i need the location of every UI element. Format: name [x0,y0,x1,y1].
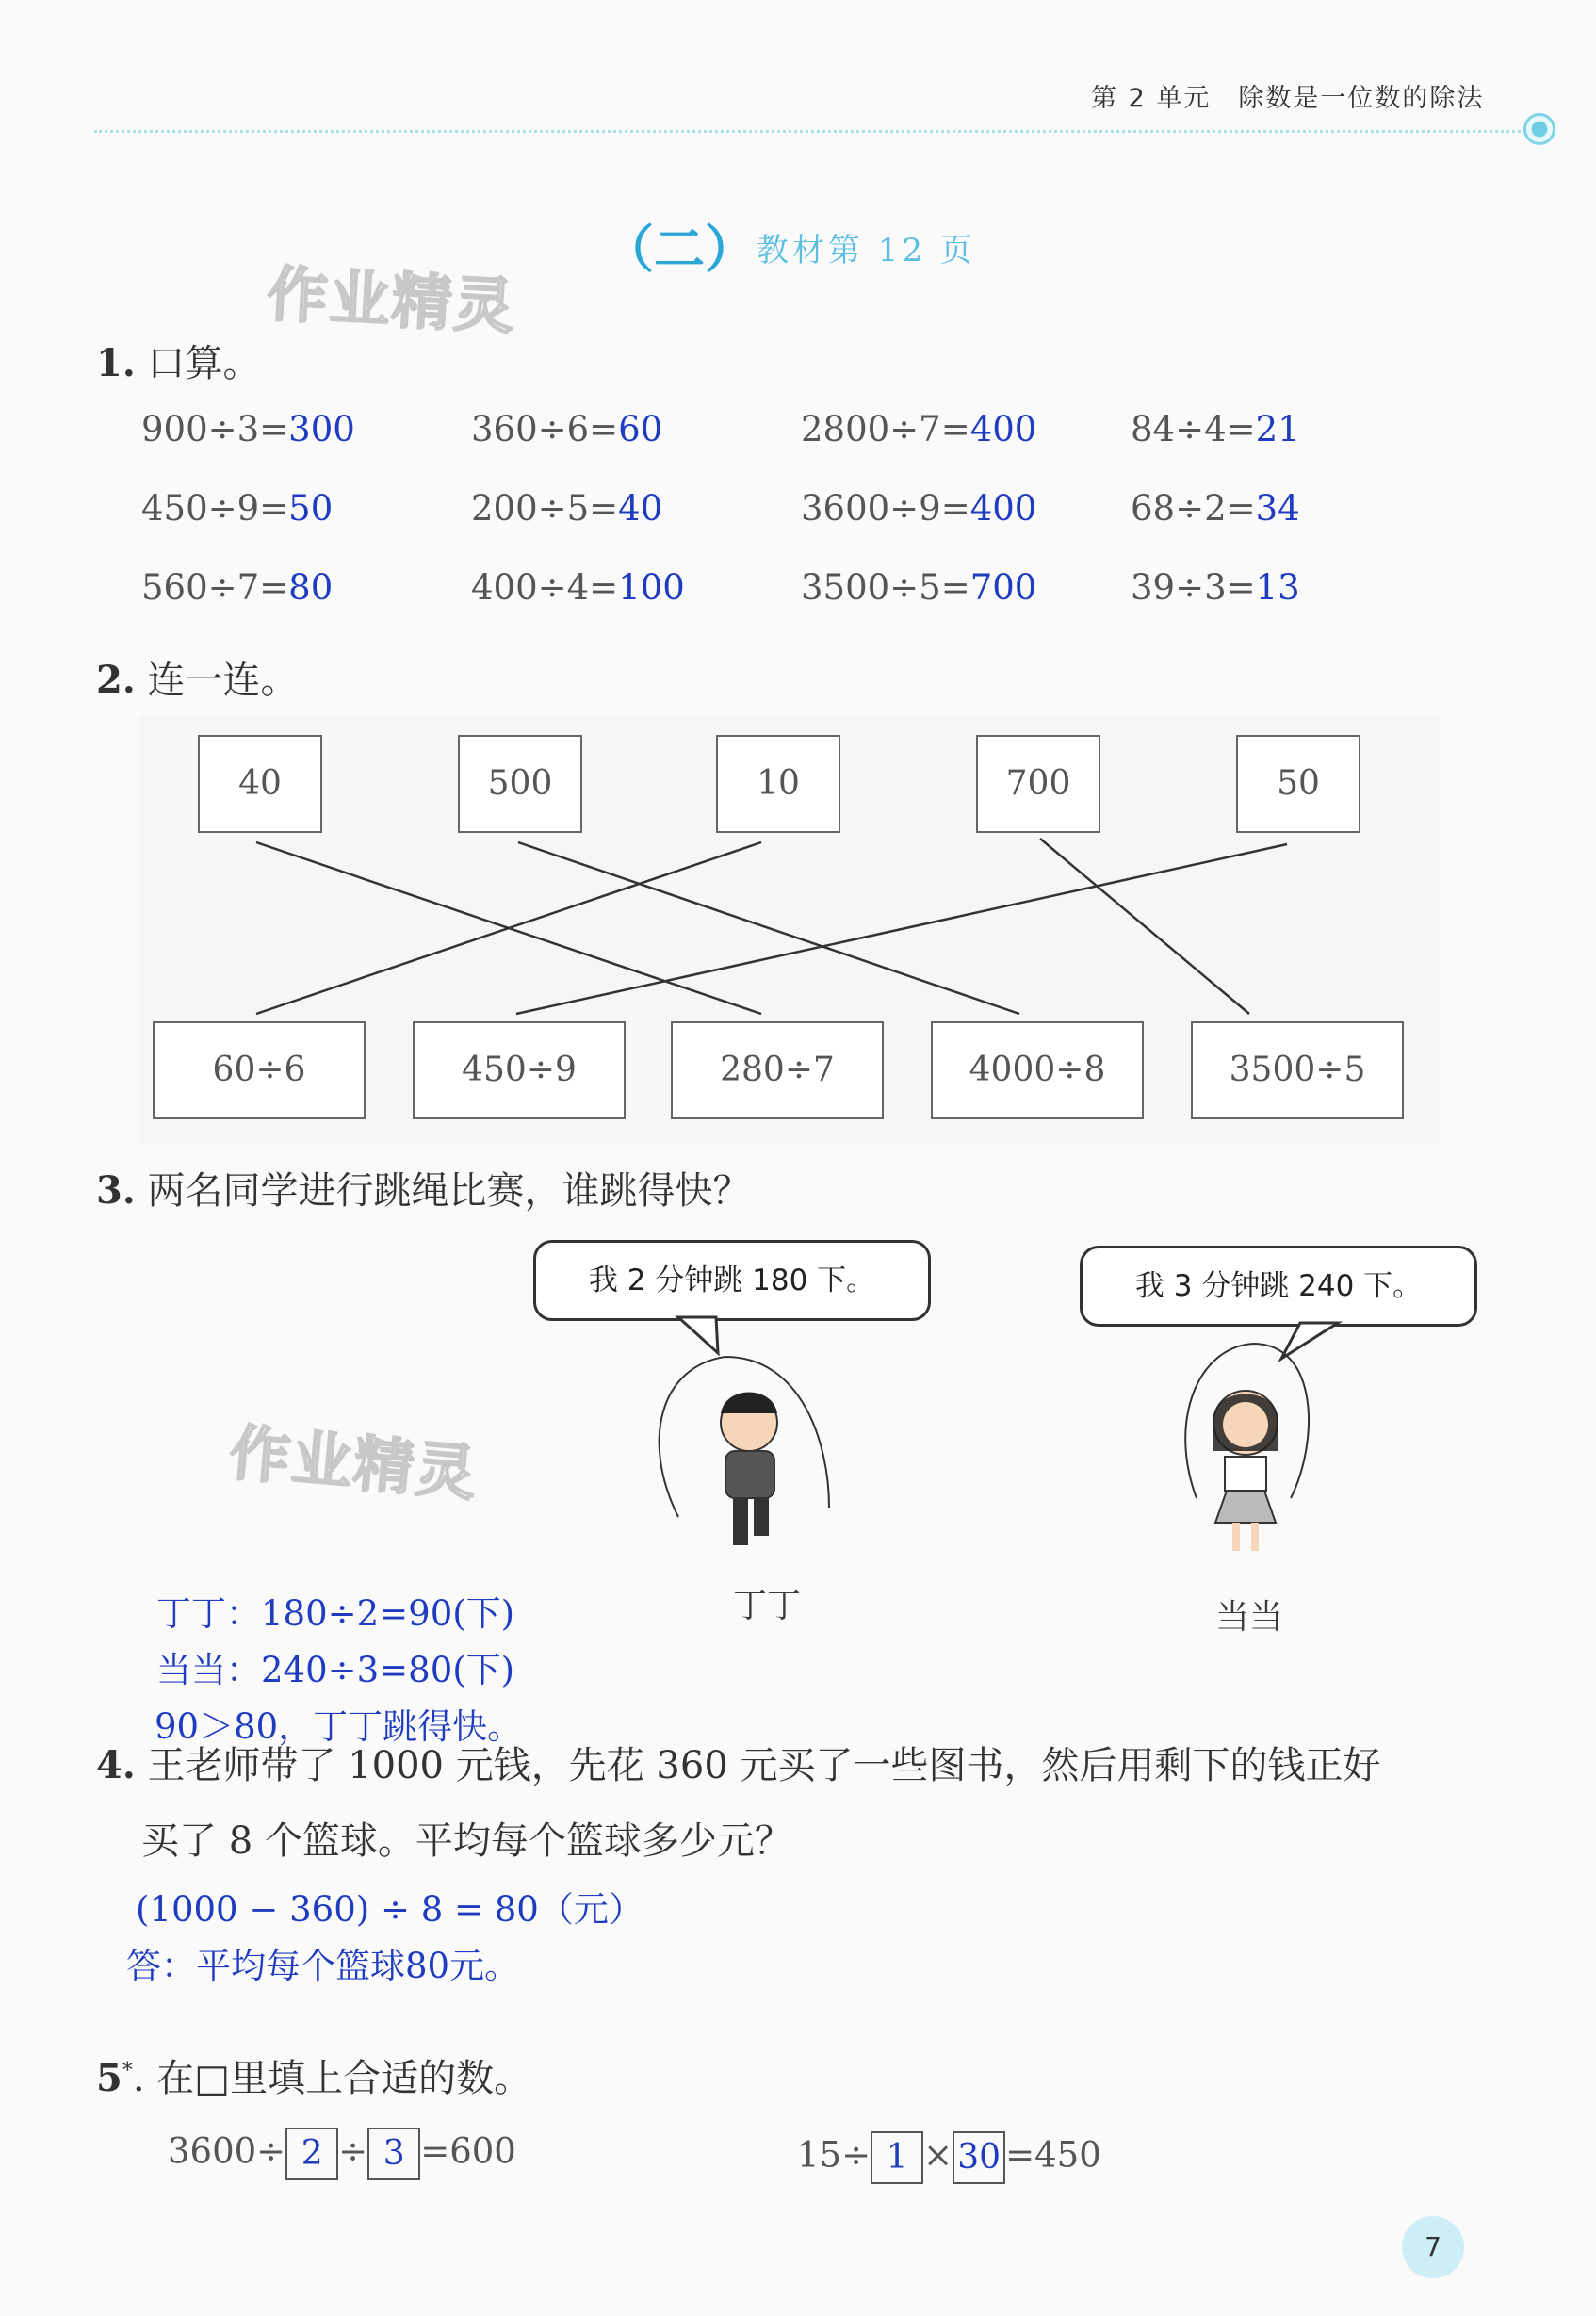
q5-label: 5 [96,2056,122,2100]
q5-right-equation [797,2131,1101,2184]
q4-label: 4. [96,1743,136,1787]
q5-right-part-c: =450 [1005,2134,1101,2176]
top-box-5: 50 [1236,735,1360,833]
q5-left-part-b: ÷ [338,2130,368,2172]
page-number: 7 [1402,2216,1464,2278]
q3-answer-1: 丁丁：180÷2=90(下) [156,1593,515,1634]
bottom-box-4: 4000÷8 [931,1021,1144,1119]
q5-left-box-1[interactable]: 2 [285,2128,338,2180]
top-box-4: 700 [976,735,1100,833]
q2-title: 连一连。 [147,659,299,702]
calc-answer: 13 [1255,567,1300,608]
bottom-box-3: 280÷7 [671,1021,884,1119]
calc-answer: 40 [618,488,663,529]
top-box-1: 40 [198,735,322,833]
q3-answer-2: 当当：240÷3=80(下) [156,1650,515,1690]
calc-expression: 400÷4= [471,567,619,608]
bottom-box-2: 450÷9 [413,1021,626,1119]
q4-text-1: 王老师带了 1000 元钱，先花 360 元买了一些图书，然后用剩下的钱正好 [147,1744,1381,1787]
calc-answer: 300 [288,409,355,449]
watermark: 作业精灵 [265,260,518,343]
q3-answer-3: 90＞80，丁丁跳得快。 [155,1706,523,1747]
q5-left-box-2[interactable]: 3 [367,2128,420,2180]
name-dingding: 丁丁 [733,1587,802,1625]
q5-left-equation [168,2128,516,2180]
speech-bubble-left: 我 2 分钟跳 180 下。 [533,1240,931,1321]
bubble-tail-right [1281,1323,1338,1359]
q5-left-part-c: =600 [420,2130,516,2172]
line-500-to-4000div8 [518,842,1019,1014]
top-box-3: 10 [716,735,840,833]
q4-text-2: 买了 8 个篮球。平均每个篮球多少元？ [141,1819,792,1863]
calc-answer: 34 [1255,488,1300,529]
calc-expression: 450÷9= [141,488,289,529]
q1-label: 1. [96,341,136,385]
q5-right-part-b: × [923,2134,953,2176]
calc-answer: 700 [969,567,1037,608]
calc-expression: 3600÷9= [801,488,970,529]
calc-expression: 360÷6= [471,409,619,449]
calc-expression: 900÷3= [141,409,289,449]
calc-expression: 3500÷5= [801,567,970,608]
calc-answer: 80 [288,567,334,608]
q3-label: 3. [96,1168,136,1213]
q5-right-part-a: 15÷ [797,2134,871,2176]
q5-heading [96,2048,531,2102]
name-dangdang: 当当 [1215,1598,1284,1637]
calc-answer: 50 [288,488,334,529]
q3-title: 两名同学进行跳绳比赛，谁跳得快？ [147,1169,751,1213]
calc-expression: 84÷4= [1131,409,1256,449]
calc-expression: 560÷7= [141,567,289,608]
bubble-tail-left [678,1317,718,1353]
line-50-to-450div9 [516,844,1287,1014]
bottom-box-1: 60÷6 [153,1021,366,1119]
calc-answer: 60 [618,409,663,449]
unit-header: 第 2 单元 除数是一位数的除法 [1091,84,1485,113]
calc-expression: 39÷3= [1131,567,1256,608]
calc-expression: 68÷2= [1131,488,1256,529]
q4-answer-2: 答：平均每个篮球80元。 [126,1946,520,1986]
calc-answer: 400 [969,488,1037,529]
q3-heading [96,1161,750,1215]
q5-left-part-a: 3600÷ [168,2130,286,2172]
girl-jumping-rope-icon [1185,1344,1309,1551]
q5-star: * [122,2059,133,2083]
line-700-to-3500div5 [1040,839,1249,1014]
q1-title: 口算。 [147,342,261,385]
q5-title: . 在□里填上合适的数。 [132,2057,532,2100]
q2-label: 2. [96,658,136,702]
q5-right-box-1[interactable]: 1 [871,2131,923,2184]
calc-expression: 2800÷7= [801,409,970,449]
section-title: （二） [603,220,756,279]
speech-bubble-right: 我 3 分钟跳 240 下。 [1080,1246,1477,1327]
matching-lines [0,0,1596,1150]
calc-expression: 200÷5= [471,488,619,529]
top-box-2: 500 [458,735,582,833]
bottom-box-5: 3500÷5 [1191,1021,1404,1119]
watermark-2: 作业精灵 [226,1418,481,1510]
boy-jumping-rope-icon [660,1357,829,1545]
q4-line1 [96,1736,1381,1789]
q5-right-box-2[interactable]: 30 [953,2131,1005,2184]
q4-answer-1: (1000 − 360) ÷ 8 = 80（元） [136,1889,643,1930]
calc-answer: 21 [1255,409,1300,449]
calc-answer: 400 [969,409,1037,449]
calc-answer: 100 [618,567,685,608]
section-subtitle: 教材第 12 页 [757,232,976,269]
